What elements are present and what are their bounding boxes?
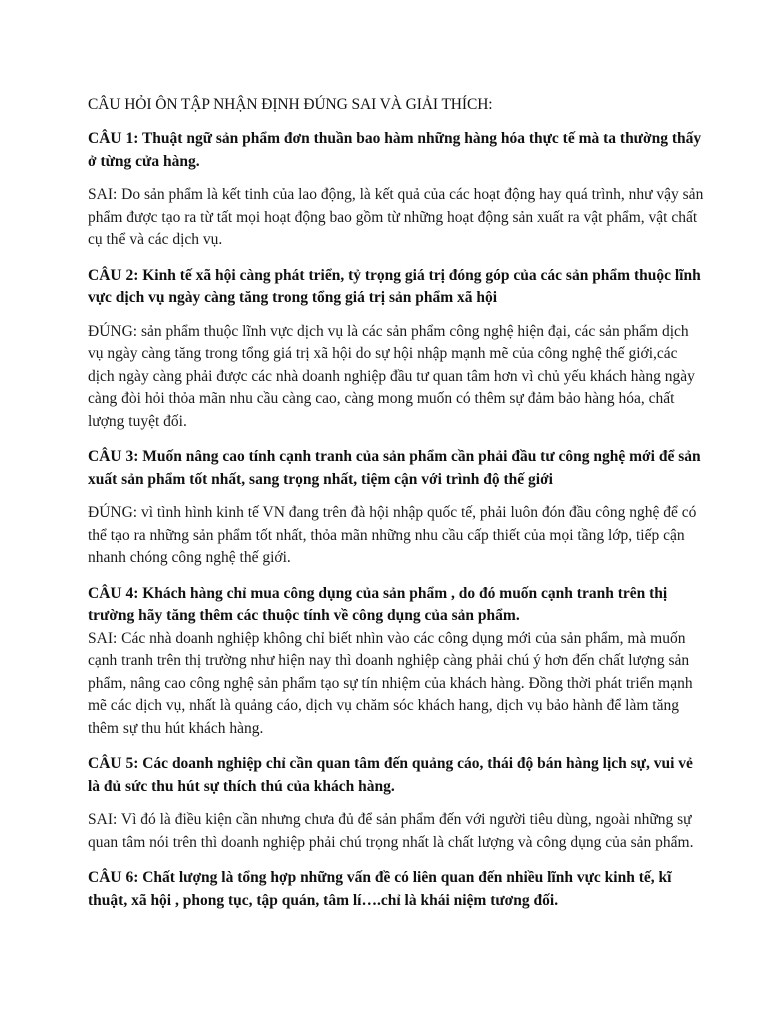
question-4: CÂU 4: Khách hàng chỉ mua công dụng của sản phẩm , do đó muốn cạnh tranh trên thị trường hãy tăng thêm các thuộc tính về công dụng của sản phẩm.	[88, 584, 668, 624]
question-1: CÂU 1: Thuật ngữ sản phẩm đơn thuần bao hàm những hàng hóa thực tế mà ta thường thấy ở từng cửa hàng.	[88, 130, 702, 170]
question-6: CÂU 6: Chất lượng là tổng hợp những vấn đề có liên quan đến nhiều lĩnh vực kinh tế, kĩ thuật, xã hội , phong tục, tập quán, tâm lí….chỉ là khái niệm tương đối.	[88, 869, 672, 909]
question-5: CÂU 5: Các doanh nghiệp chỉ cần quan tâm đến quảng cáo, thái độ bán hàng lịch sự, vui vẻ là đủ sức thu hút sự thích thú của khách hàng.	[88, 755, 693, 795]
answer-5: SAI: Vì đó là điều kiện cần nhưng chưa đủ để sản phẩm đến với người tiêu dùng, ngoài những sự quan tâm nói trên thì doanh nghiệp phải chú trọng nhất là chất lượng và công dụng của sản phẩm.	[88, 811, 694, 851]
question-2: CÂU 2: Kinh tế xã hội càng phát triển, tỷ trọng giá trị đóng góp của các sản phẩm thuộc lĩnh vực dịch vụ ngày càng tăng trong tổng giá trị sản phẩm xã hội	[88, 266, 701, 306]
answer-3: ĐÚNG: vì tình hình kinh tế VN đang trên đà hội nhập quốc tế, phải luôn đón đầu công nghệ để có thể tạo ra những sản phẩm tốt nhất, thỏa mãn những nhu cầu cấp thiết của mọi tầng lớp, tiếp cận nhanh chóng công nghệ thế giới.	[88, 504, 697, 566]
document-title: CÂU HỎI ÔN TẬP NHẬN ĐỊNH ĐÚNG SAI VÀ GIẢI THÍCH:	[88, 96, 493, 113]
answer-2: ĐÚNG: sản phẩm thuộc lĩnh vực dịch vụ là các sản phẩm công nghệ hiện đại, các sản phẩm dịch vụ ngày càng tăng trong tổng giá trị xã hội do sự hội nhập mạnh mẽ của công nghệ thế giới,các dịch ngày càng phải được các nhà doanh nghiệp đầu tư quan tâm hơn vì chủ yếu khách hàng ngày càng đòi hỏi thỏa mãn nhu cầu càng cao, càng mong muốn có thêm sự đảm bảo hàng hóa, chất lượng tuyệt đối.	[88, 322, 695, 430]
question-3: CÂU 3: Muốn nâng cao tính cạnh tranh của sản phẩm cần phải đầu tư công nghệ mới để sản xuất sản phẩm tốt nhất, sang trọng nhất, tiệm cận với trình độ thế giới	[88, 448, 701, 488]
answer-1: SAI: Do sản phẩm là kết tinh của lao động, là kết quả của các hoạt động hay quá trình, như vậy sản phẩm được tạo ra từ tất mọi hoạt động bao gồm từ những hoạt động sản xuất ra vật phẩm, vật chất cụ thể và các dịch vụ.	[88, 186, 704, 248]
answer-4: SAI: Các nhà doanh nghiệp không chỉ biết nhìn vào các công dụng mới của sản phẩm, mà muốn cạnh tranh trên thị trường như hiện nay thì doanh nghiệp càng phải chú ý hơn đến chất lượng sản phẩm, nâng cao công nghệ sản phẩm tạo sự tín nhiệm của khách hàng. Đồng thời phát triển mạnh mẽ các dịch vụ, nhất là quảng cáo, dịch vụ chăm sóc khách hang, dịch vụ bảo hành để làm tăng thêm sự thu hút khách hàng.	[88, 629, 693, 737]
